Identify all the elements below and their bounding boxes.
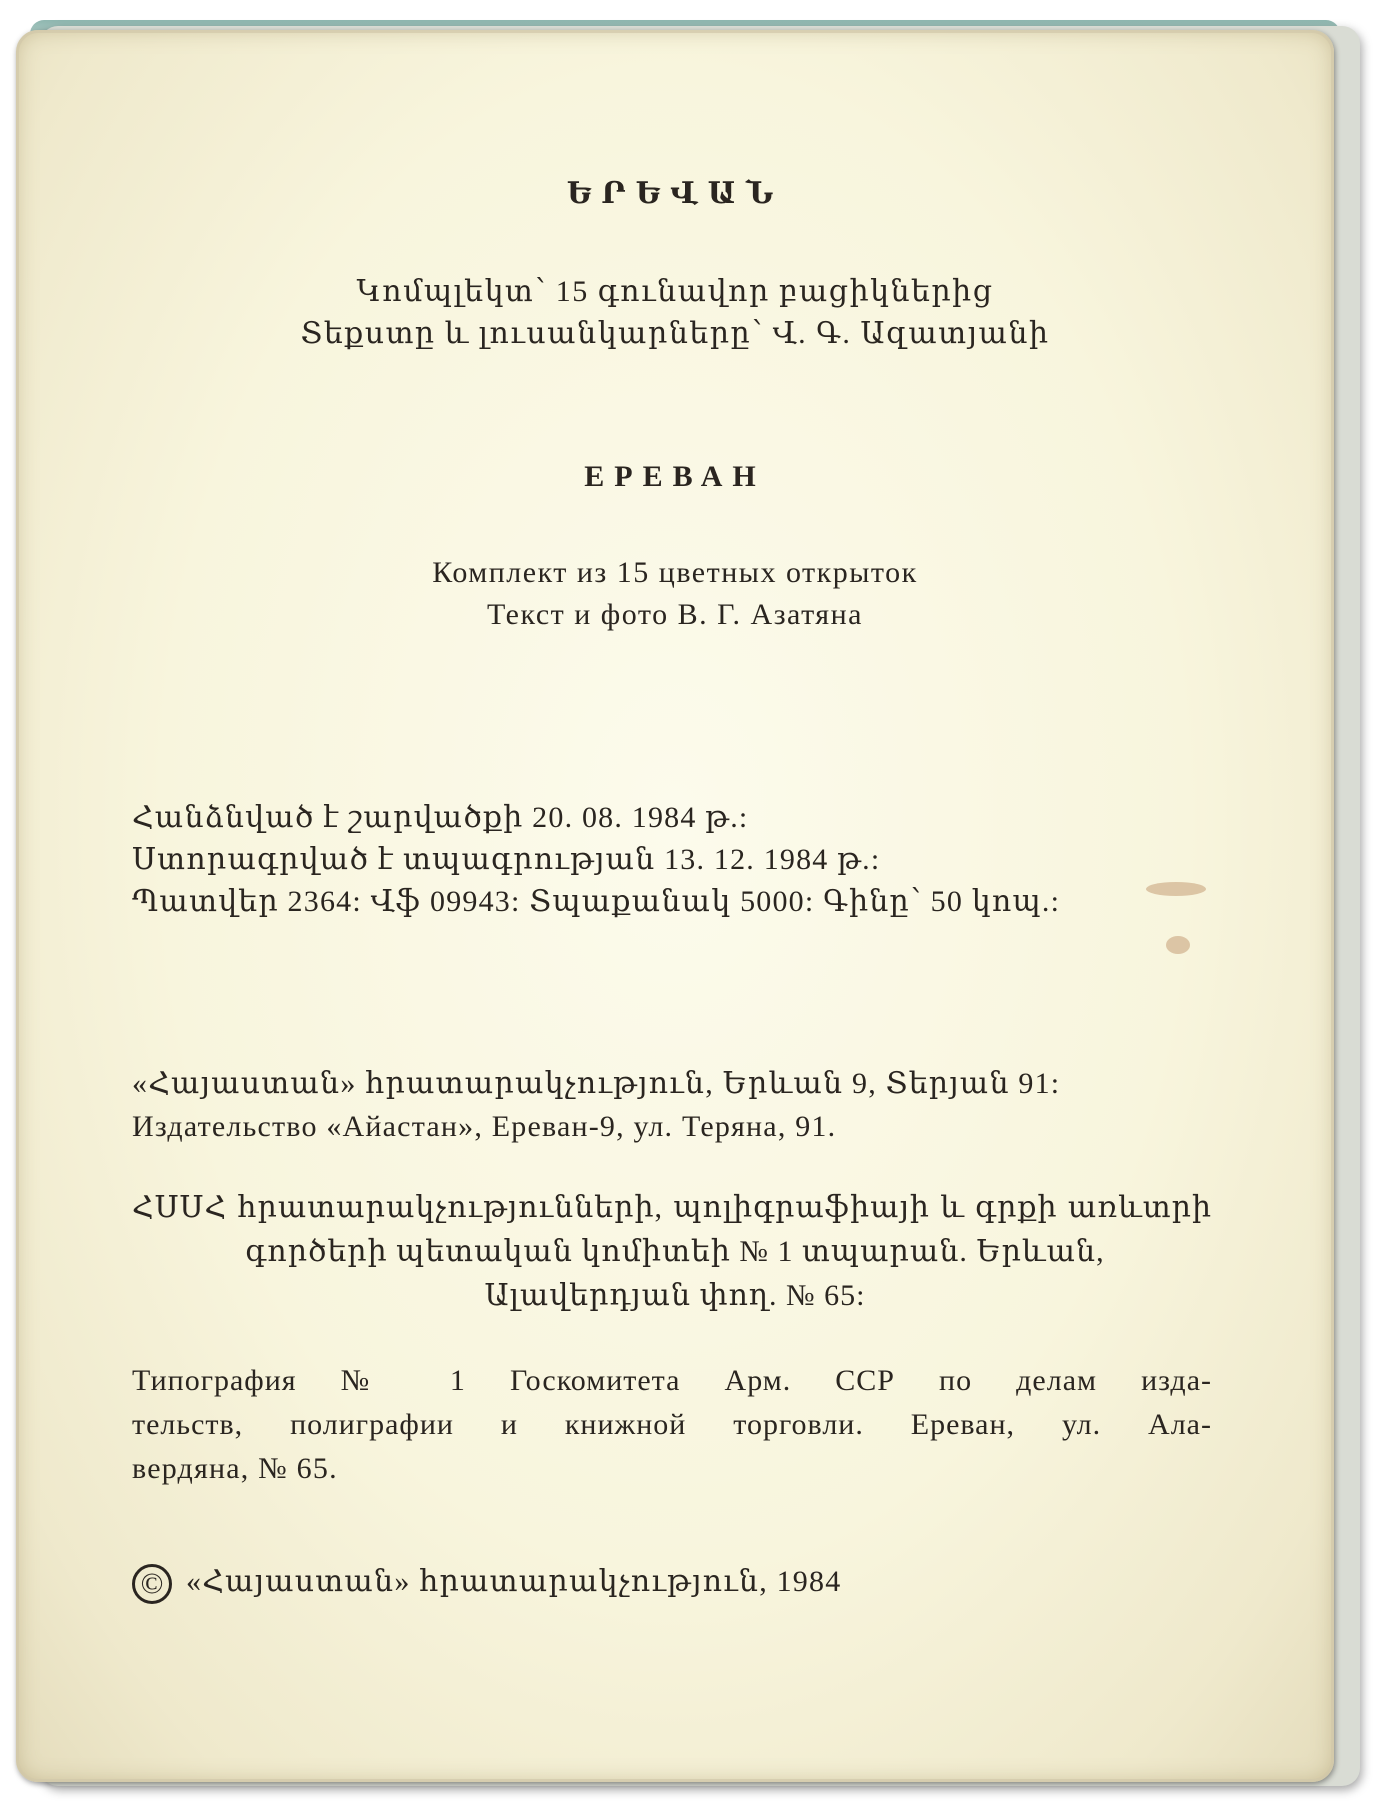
printer-armenian-line-3: Ալավերդյան փող. № 65: — [484, 1279, 866, 1312]
stain-mark — [1146, 882, 1206, 896]
publisher-armenian: «Հայաստան» հրատարակչություն, Երևան 9, Տերյան 91: — [132, 1067, 1061, 1100]
russian-set-description: Комплект из 15 цветных открыток — [432, 556, 918, 589]
typesetting-date: Հանձնված է շարվածքի 20. 08. 1984 թ.: — [132, 801, 749, 834]
publisher-russian: Издательство «Айастан», Ереван-9, ул. Теряна, 91. — [132, 1110, 837, 1143]
armenian-author-credit: Տեքստը և լուսանկարները՝ Վ. Գ. Ազատյանի — [300, 317, 1050, 350]
printer-russian-line-1: Типография № 1 Госкомитета Арм. ССР по делам изда- — [132, 1364, 1212, 1397]
russian-author-credit: Текст и фото В. Г. Азатяна — [487, 598, 863, 631]
printer-russian-line-2: тельств, полиграфии и книжной торговли. Ереван, ул. Ала- — [132, 1408, 1212, 1441]
copyright-icon: © — [132, 1564, 172, 1604]
russian-title: ЕРЕВАН — [584, 460, 766, 493]
stain-mark — [1166, 936, 1190, 954]
booklet-cover — [16, 30, 1334, 1782]
printer-armenian-line-2: գործերի պետական կոմիտեի № 1 տպարան. Երևան, — [245, 1235, 1105, 1268]
order-print-run-price: Պատվեր 2364: Վֆ 09943: Տպաքանակ 5000: Գինը՝ 50 կոպ.: — [132, 885, 1061, 918]
printer-armenian-line-1: ՀՍՍՀ հրատարակչությունների, պոլիգրաֆիայի և գրքի առևտրի — [132, 1191, 1212, 1224]
copyright-text: «Հայաստան» հրատարակչություն, 1984 — [186, 1565, 842, 1598]
printer-russian-line-3: вердяна, № 65. — [132, 1452, 338, 1485]
armenian-set-description: Կոմպլեկտ՝ 15 գունավոր բացիկներից — [356, 275, 994, 308]
print-signing-date: Ստորագրված է տպագրության 13. 12. 1984 թ.: — [132, 843, 881, 876]
armenian-title: ԵՐԵՎԱՆ — [566, 177, 784, 210]
